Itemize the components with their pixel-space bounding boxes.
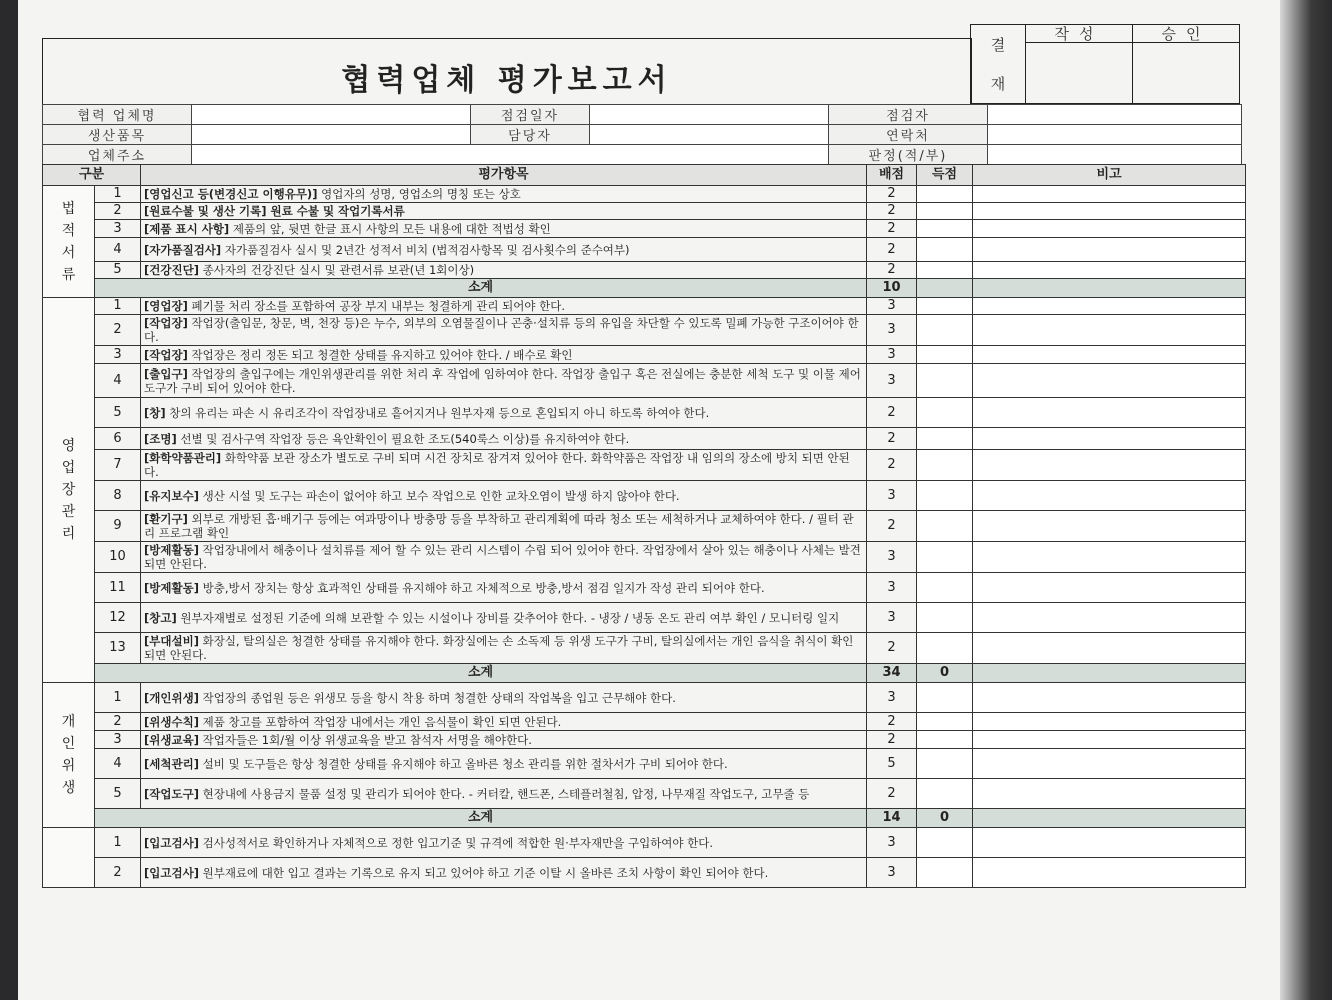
approval-writer-sign[interactable]	[1025, 43, 1132, 103]
item-note-field[interactable]	[973, 633, 1246, 664]
approval-label-top: 결	[990, 36, 1006, 54]
contact-label: 연락처	[829, 125, 988, 145]
item-number: 12	[95, 603, 141, 633]
table-row	[43, 220, 1246, 238]
item-tag: [자가품질검사]	[144, 242, 222, 257]
item-score: 2	[867, 511, 917, 542]
item-score: 2	[867, 731, 917, 749]
item-got-field[interactable]	[917, 238, 973, 262]
item-number: 5	[95, 779, 141, 809]
item-tag: [방제활동]	[144, 580, 199, 595]
table-row	[43, 315, 1246, 346]
item-number: 6	[95, 428, 141, 450]
item-number: 2	[95, 713, 141, 731]
item-score: 3	[867, 481, 917, 511]
item-score: 3	[867, 315, 917, 346]
subtotal-got: 0	[917, 809, 973, 828]
item-tag: [창고]	[144, 610, 177, 625]
table-row	[43, 828, 1246, 858]
product-label: 생산품목	[43, 125, 192, 145]
item-tag: [위생교육]	[144, 732, 199, 747]
item-description: 방충,방서 장치는 항상 효과적인 상태를 유지해야 하고 자체적으로 방충,방서 점검 일지가 작성 관리 되어야 한다.	[198, 580, 765, 595]
document-title: 협력업체 평가보고서	[341, 63, 673, 98]
inspector-label: 점검자	[829, 105, 988, 125]
item-score: 2	[867, 220, 917, 238]
judgement-label: 판정(적/부)	[829, 145, 988, 165]
item-got-field[interactable]	[917, 428, 973, 450]
item-note-field[interactable]	[973, 481, 1246, 511]
item-text	[141, 428, 867, 450]
item-note-field[interactable]	[973, 298, 1246, 315]
item-description: 영업자의 성명, 영업소의 명칭 또는 상호	[317, 187, 521, 201]
table-row	[43, 203, 1246, 220]
item-tag: [작업장]	[144, 316, 188, 330]
item-score: 2	[867, 450, 917, 481]
item-note-field[interactable]	[973, 542, 1246, 573]
item-tag: [영업신고 등(변경신고 이행유무)]	[144, 187, 318, 201]
item-tag: [원료수불 및 생산 기록] 원료 수불 및 작업기록서류	[144, 204, 405, 218]
address-label: 업체주소	[43, 145, 192, 165]
item-tag: [화학약품관리]	[144, 451, 222, 465]
item-number: 3	[95, 220, 141, 238]
item-tag: [환기구]	[144, 512, 188, 526]
table-row	[43, 364, 1246, 398]
item-got-field[interactable]	[917, 220, 973, 238]
item-text	[141, 203, 867, 220]
item-note-field[interactable]	[973, 511, 1246, 542]
table-row	[43, 731, 1246, 749]
item-got-field[interactable]	[917, 683, 973, 713]
table-row	[43, 450, 1246, 481]
item-description: 화학약품 보관 장소가 별도로 구비 되며 시건 장치로 잠겨져 있어야 한다. 화학약품은 작업장 내 임의의 장소에 방치 되면 안된다.	[144, 451, 850, 479]
item-number: 2	[95, 203, 141, 220]
item-score: 2	[867, 713, 917, 731]
item-note-field[interactable]	[973, 683, 1246, 713]
section-category-0: 법 적 서 류	[43, 186, 95, 298]
item-tag: [입고검사]	[144, 865, 199, 880]
item-number: 11	[95, 573, 141, 603]
item-number: 4	[95, 238, 141, 262]
item-description: 작업장(출입문, 창문, 벽, 천장 등)은 누수, 외부의 오염물질이나 곤충·설치류 등의 유입을 차단할 수 있도록 밀폐 가능한 구조이어야 한다.	[144, 316, 859, 344]
item-number: 10	[95, 542, 141, 573]
item-text	[141, 481, 867, 511]
subtotal-score: 34	[867, 664, 917, 683]
item-got-field[interactable]	[917, 262, 973, 279]
approval-label	[971, 25, 1025, 103]
item-number: 13	[95, 633, 141, 664]
table-row	[43, 542, 1246, 573]
item-description: 화장실, 탈의실은 청결한 상태를 유지해야 한다. 화장실에는 손 소독제 등 위생 도구가 구비, 탈의실에서는 개인 음식을 취식이 확인 되면 안된다.	[144, 634, 854, 662]
company-field[interactable]	[192, 105, 471, 125]
item-score: 3	[867, 573, 917, 603]
item-tag: [작업장]	[144, 347, 188, 362]
item-note-field[interactable]	[973, 315, 1246, 346]
item-got-field[interactable]	[917, 749, 973, 779]
item-score: 2	[867, 398, 917, 428]
item-got-field[interactable]	[917, 542, 973, 573]
item-number: 1	[95, 683, 141, 713]
table-row	[43, 683, 1246, 713]
table-row	[43, 511, 1246, 542]
item-note-field[interactable]	[973, 828, 1246, 858]
manager-field[interactable]	[590, 125, 829, 145]
item-got-field[interactable]	[917, 713, 973, 731]
item-score: 3	[867, 683, 917, 713]
item-tag: [창]	[144, 405, 166, 420]
table-row	[43, 573, 1246, 603]
approval-approver-sign[interactable]	[1132, 43, 1239, 103]
item-number: 1	[95, 298, 141, 315]
item-got-field[interactable]	[917, 603, 973, 633]
item-note-field[interactable]	[973, 186, 1246, 203]
item-number: 7	[95, 450, 141, 481]
item-text	[141, 315, 867, 346]
item-note-field[interactable]	[973, 603, 1246, 633]
item-tag: [입고검사]	[144, 835, 199, 850]
title-box	[42, 38, 972, 114]
item-description: 종사자의 건강진단 실시 및 관련서류 보관(년 1회이상)	[198, 263, 475, 277]
item-description: 원부자재별로 설정된 기준에 의해 보관할 수 있는 시설이나 장비를 갖추어야 한다. - 냉장 / 냉동 온도 관리 여부 확인 / 모니터링 일지	[176, 610, 840, 625]
item-score: 2	[867, 238, 917, 262]
item-text	[141, 450, 867, 481]
item-score: 5	[867, 749, 917, 779]
item-tag: [방제활동]	[144, 543, 199, 557]
item-description: 생산 시설 및 도구는 파손이 없어야 하고 보수 작업으로 인한 교차오염이 발생 하지 않아야 한다.	[198, 488, 680, 503]
table-row	[43, 713, 1246, 731]
item-tag: [유지보수]	[144, 488, 199, 503]
address-field[interactable]	[192, 145, 829, 165]
item-score: 3	[867, 828, 917, 858]
item-note-field[interactable]	[973, 398, 1246, 428]
item-description: 설비 및 도구들은 항상 청결한 상태를 유지해야 하고 올바른 청소 관리를 위한 절차서가 구비 되어야 한다.	[198, 756, 728, 771]
item-description: 작업장의 출입구에는 개인위생관리를 위한 처리 후 작업에 임하여야 한다. 작업장 출입구 혹은 전실에는 충분한 세척 도구 및 이물 제어 도구가 구비 되어 있어야 한다.	[144, 366, 861, 395]
item-text	[141, 346, 867, 364]
item-note-field[interactable]	[973, 450, 1246, 481]
item-text	[141, 238, 867, 262]
item-note-field[interactable]	[973, 262, 1246, 279]
item-tag: [출입구]	[144, 366, 188, 381]
product-field[interactable]	[192, 125, 471, 145]
item-score: 3	[867, 542, 917, 573]
table-row	[43, 186, 1246, 203]
item-score: 3	[867, 298, 917, 315]
evaluation-table	[42, 164, 1246, 888]
item-got-field[interactable]	[917, 298, 973, 315]
table-row	[43, 749, 1246, 779]
item-tag: [위생수칙]	[144, 714, 199, 729]
item-note-field[interactable]	[973, 203, 1246, 220]
item-text	[141, 186, 867, 203]
item-score: 2	[867, 633, 917, 664]
item-tag: [작업도구]	[144, 786, 199, 801]
item-text	[141, 713, 867, 731]
item-text	[141, 731, 867, 749]
subtotal-score: 14	[867, 809, 917, 828]
inspect-date-label: 점검일자	[471, 105, 590, 125]
item-number: 1	[95, 186, 141, 203]
section-category-1: 영 업 장 관 리	[43, 298, 95, 683]
subtotal-got: 0	[917, 664, 973, 683]
subtotal-label: 소계	[95, 809, 867, 828]
item-description: 작업장내에서 해충이나 설치류를 제어 할 수 있는 관리 시스템이 수립 되어 있어야 한다. 작업장에서 살아 있는 해충이나 사체는 발견 되면 안된다.	[144, 543, 861, 571]
item-description: 작업자들은 1회/월 이상 위생교육을 받고 참석자 서명을 해야한다.	[198, 732, 532, 747]
item-description: 작업장은 정리 정돈 되고 청결한 상태를 유지하고 있어야 한다. / 배수로 확인	[187, 347, 573, 362]
item-note-field[interactable]	[973, 428, 1246, 450]
table-row	[43, 262, 1246, 279]
approval-label-bottom: 재	[990, 75, 1006, 93]
subtotal-note	[973, 279, 1246, 298]
item-description: 외부로 개방된 흡·배기구 등에는 여과망이나 방충망 등을 부착하고 관리계획에 따라 청소 또는 세척하거나 교체하여야 한다. / 필터 관리 프로그램 확인	[144, 512, 854, 540]
info-table	[42, 104, 1242, 165]
company-label: 협력 업체명	[43, 105, 192, 125]
item-text	[141, 779, 867, 809]
table-row	[43, 779, 1246, 809]
item-number: 1	[95, 828, 141, 858]
item-text	[141, 858, 867, 888]
item-number: 9	[95, 511, 141, 542]
item-got-field[interactable]	[917, 450, 973, 481]
item-number: 3	[95, 346, 141, 364]
item-got-field[interactable]	[917, 858, 973, 888]
judgement-field[interactable]	[988, 145, 1242, 165]
item-text	[141, 511, 867, 542]
item-got-field[interactable]	[917, 828, 973, 858]
item-score: 3	[867, 346, 917, 364]
item-note-field[interactable]	[973, 573, 1246, 603]
item-number: 5	[95, 262, 141, 279]
section-category-3	[43, 828, 95, 888]
table-row	[43, 633, 1246, 664]
subtotal-label: 소계	[95, 664, 867, 683]
item-text	[141, 603, 867, 633]
item-note-field[interactable]	[973, 346, 1246, 364]
table-row	[43, 238, 1246, 262]
item-description: 선별 및 검사구역 작업장 등은 육안확인이 필요한 조도(540룩스 이상)를 유지하여야 한다.	[176, 431, 630, 446]
item-score: 2	[867, 262, 917, 279]
manager-label: 담당자	[471, 125, 590, 145]
header-note: 비고	[973, 165, 1246, 186]
contact-field[interactable]	[988, 125, 1242, 145]
item-description: 원부재료에 대한 입고 결과는 기록으로 유지 되고 있어야 하고 기준 이탈 시 올바른 조치 사항이 확인 되어야 한다.	[198, 865, 769, 880]
item-description: 제품 창고를 포함하여 작업장 내에서는 개인 음식물이 확인 되면 안된다.	[198, 714, 562, 729]
subtotal-note	[973, 809, 1246, 828]
table-row	[43, 298, 1246, 315]
item-number: 4	[95, 364, 141, 398]
item-note-field[interactable]	[973, 749, 1246, 779]
item-got-field[interactable]	[917, 481, 973, 511]
item-tag: [부대설비]	[144, 634, 199, 648]
item-description: 자가품질검사 실시 및 2년간 성적서 비치 (법적검사항목 및 검사횟수의 준수여부)	[221, 242, 630, 257]
item-note-field[interactable]	[973, 220, 1246, 238]
item-got-field[interactable]	[917, 398, 973, 428]
approval-approver-header: 승인	[1132, 25, 1239, 43]
item-tag: [개인위생]	[144, 690, 199, 705]
header-item: 평가항목	[141, 165, 867, 186]
item-text	[141, 542, 867, 573]
subtotal-score: 10	[867, 279, 917, 298]
subtotal-got	[917, 279, 973, 298]
item-got-field[interactable]	[917, 346, 973, 364]
table-row	[43, 346, 1246, 364]
item-note-field[interactable]	[973, 779, 1246, 809]
item-number: 5	[95, 398, 141, 428]
table-row	[43, 428, 1246, 450]
item-score: 2	[867, 428, 917, 450]
item-note-field[interactable]	[973, 364, 1246, 398]
item-note-field[interactable]	[973, 238, 1246, 262]
item-got-field[interactable]	[917, 573, 973, 603]
item-number: 2	[95, 315, 141, 346]
table-row	[43, 481, 1246, 511]
item-note-field[interactable]	[973, 731, 1246, 749]
item-score: 2	[867, 779, 917, 809]
item-score: 2	[867, 203, 917, 220]
table-row	[43, 858, 1246, 888]
item-description: 현장내에 사용금지 물품 설정 및 관리가 되어야 한다. - 커터칼, 핸드폰, 스테플러철침, 압정, 나무재질 작업도구, 고무줄 등	[198, 786, 810, 801]
subtotal-row	[43, 664, 1246, 683]
item-text	[141, 573, 867, 603]
item-number: 3	[95, 731, 141, 749]
item-score: 3	[867, 364, 917, 398]
item-tag: [조명]	[144, 431, 177, 446]
approval-box	[970, 24, 1240, 104]
item-got-field[interactable]	[917, 203, 973, 220]
item-text	[141, 633, 867, 664]
item-text	[141, 364, 867, 398]
header-category: 구분	[43, 165, 141, 186]
item-number: 4	[95, 749, 141, 779]
item-tag: [세척관리]	[144, 756, 199, 771]
item-text	[141, 683, 867, 713]
item-description: 검사성적서로 확인하거나 자체적으로 정한 입고기준 및 규격에 적합한 원·부자재만을 구입하여야 한다.	[198, 835, 714, 850]
inspect-date-field[interactable]	[590, 105, 829, 125]
subtotal-row	[43, 279, 1246, 298]
item-tag: [건강진단]	[144, 263, 199, 277]
item-note-field[interactable]	[973, 713, 1246, 731]
item-text	[141, 398, 867, 428]
table-row	[43, 603, 1246, 633]
item-description: 작업장의 종업원 등은 위생모 등을 항시 착용 하며 청결한 상태의 작업복을 입고 근무해야 한다.	[198, 690, 676, 705]
item-tag: [영업장]	[144, 299, 188, 313]
item-got-field[interactable]	[917, 315, 973, 346]
item-got-field[interactable]	[917, 633, 973, 664]
header-score: 배점	[867, 165, 917, 186]
item-got-field[interactable]	[917, 511, 973, 542]
item-number: 2	[95, 858, 141, 888]
approval-writer-header: 작성	[1025, 25, 1132, 43]
item-got-field[interactable]	[917, 779, 973, 809]
section-category-2: 개 인 위 생	[43, 683, 95, 828]
subtotal-note	[973, 664, 1246, 683]
background-edge	[1280, 0, 1332, 1000]
inspector-field[interactable]	[988, 105, 1242, 125]
item-got-field[interactable]	[917, 364, 973, 398]
item-note-field[interactable]	[973, 858, 1246, 888]
item-number: 8	[95, 481, 141, 511]
item-text	[141, 749, 867, 779]
item-tag: [제품 표시 사항]	[144, 221, 230, 236]
item-score: 2	[867, 186, 917, 203]
item-text	[141, 828, 867, 858]
item-score: 3	[867, 858, 917, 888]
item-description: 제품의 앞, 뒷면 한글 표시 사항의 모든 내용에 대한 적법성 확인	[229, 221, 551, 236]
item-score: 3	[867, 603, 917, 633]
item-text	[141, 298, 867, 315]
item-description: 폐기물 처리 장소를 포함하여 공장 부지 내부는 청결하게 관리 되어야 한다.	[187, 299, 565, 313]
item-got-field[interactable]	[917, 186, 973, 203]
header-got: 득점	[917, 165, 973, 186]
item-got-field[interactable]	[917, 731, 973, 749]
item-text	[141, 220, 867, 238]
subtotal-row	[43, 809, 1246, 828]
item-text	[141, 262, 867, 279]
subtotal-label: 소계	[95, 279, 867, 298]
table-row	[43, 398, 1246, 428]
item-description: 창의 유리는 파손 시 유리조각이 작업장내로 흩어지거나 원부자재 등으로 혼입되지 아니 하도록 하여야 한다.	[165, 405, 710, 420]
